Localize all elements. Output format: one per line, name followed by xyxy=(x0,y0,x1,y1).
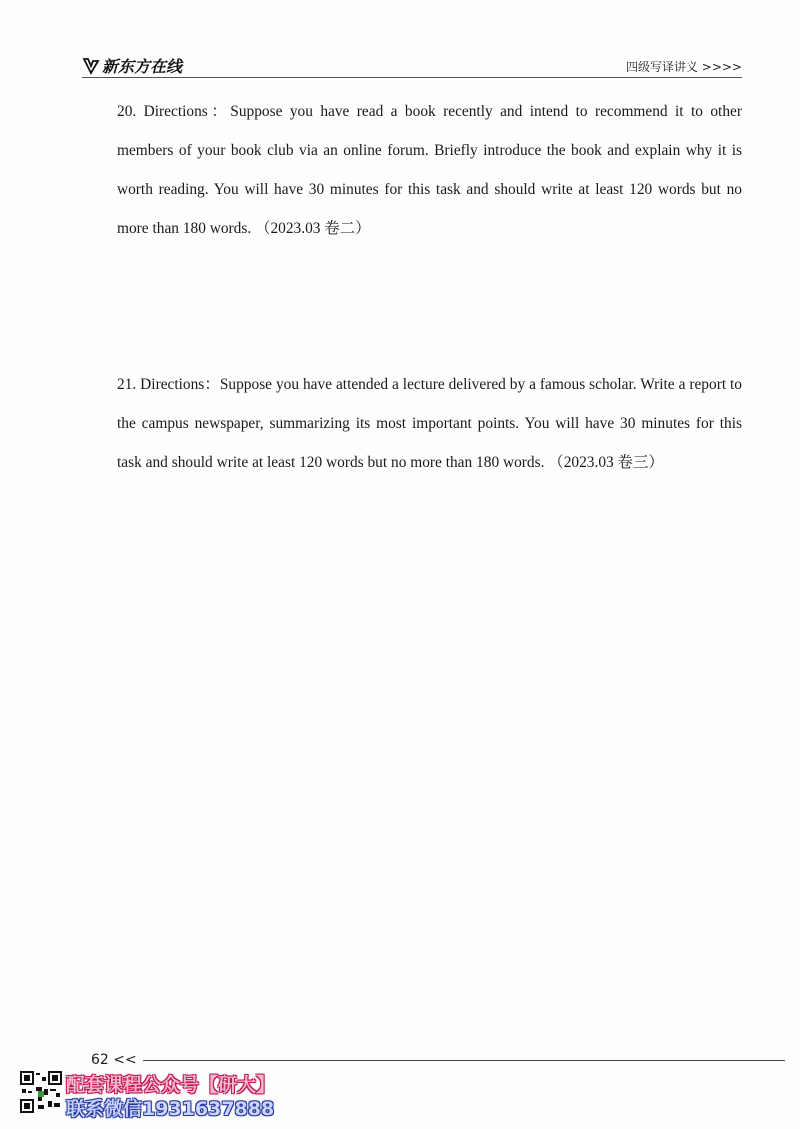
page-number: 62 << xyxy=(91,1052,137,1068)
brand-logo xyxy=(82,54,182,77)
brand-name: 新东方在线 xyxy=(102,57,183,76)
question-21: 21. Directions：Suppose you have attended a lecture delivered by a famous scholar. Write a report to the campus newspaper, summarizing its most important points. You will have 30 minutes for this task and should write at least 120 words but no more than 180 words. （2023.03 卷三） xyxy=(117,376,742,471)
promo-line-2: 联系微信1931637888 xyxy=(66,1098,275,1120)
promo-line-1: 配套课程公众号【研大】 xyxy=(66,1074,276,1096)
qr-code-icon xyxy=(20,1071,62,1113)
footer-divider xyxy=(143,1060,785,1061)
section-title: 四级写译讲义 >>>> xyxy=(625,60,742,74)
header-divider xyxy=(82,77,742,78)
page-header xyxy=(82,48,742,78)
brand-mark-icon xyxy=(82,57,100,75)
question-20: 20. Directions：Suppose you have read a book recently and intend to recommend it to other members of your book club via an online forum. Briefly introduce the book and explain why it is worth reading. You will have 30 minutes for this task and should write at least 120 words but no more than 180 words. （2023.03 卷二） xyxy=(117,103,742,237)
